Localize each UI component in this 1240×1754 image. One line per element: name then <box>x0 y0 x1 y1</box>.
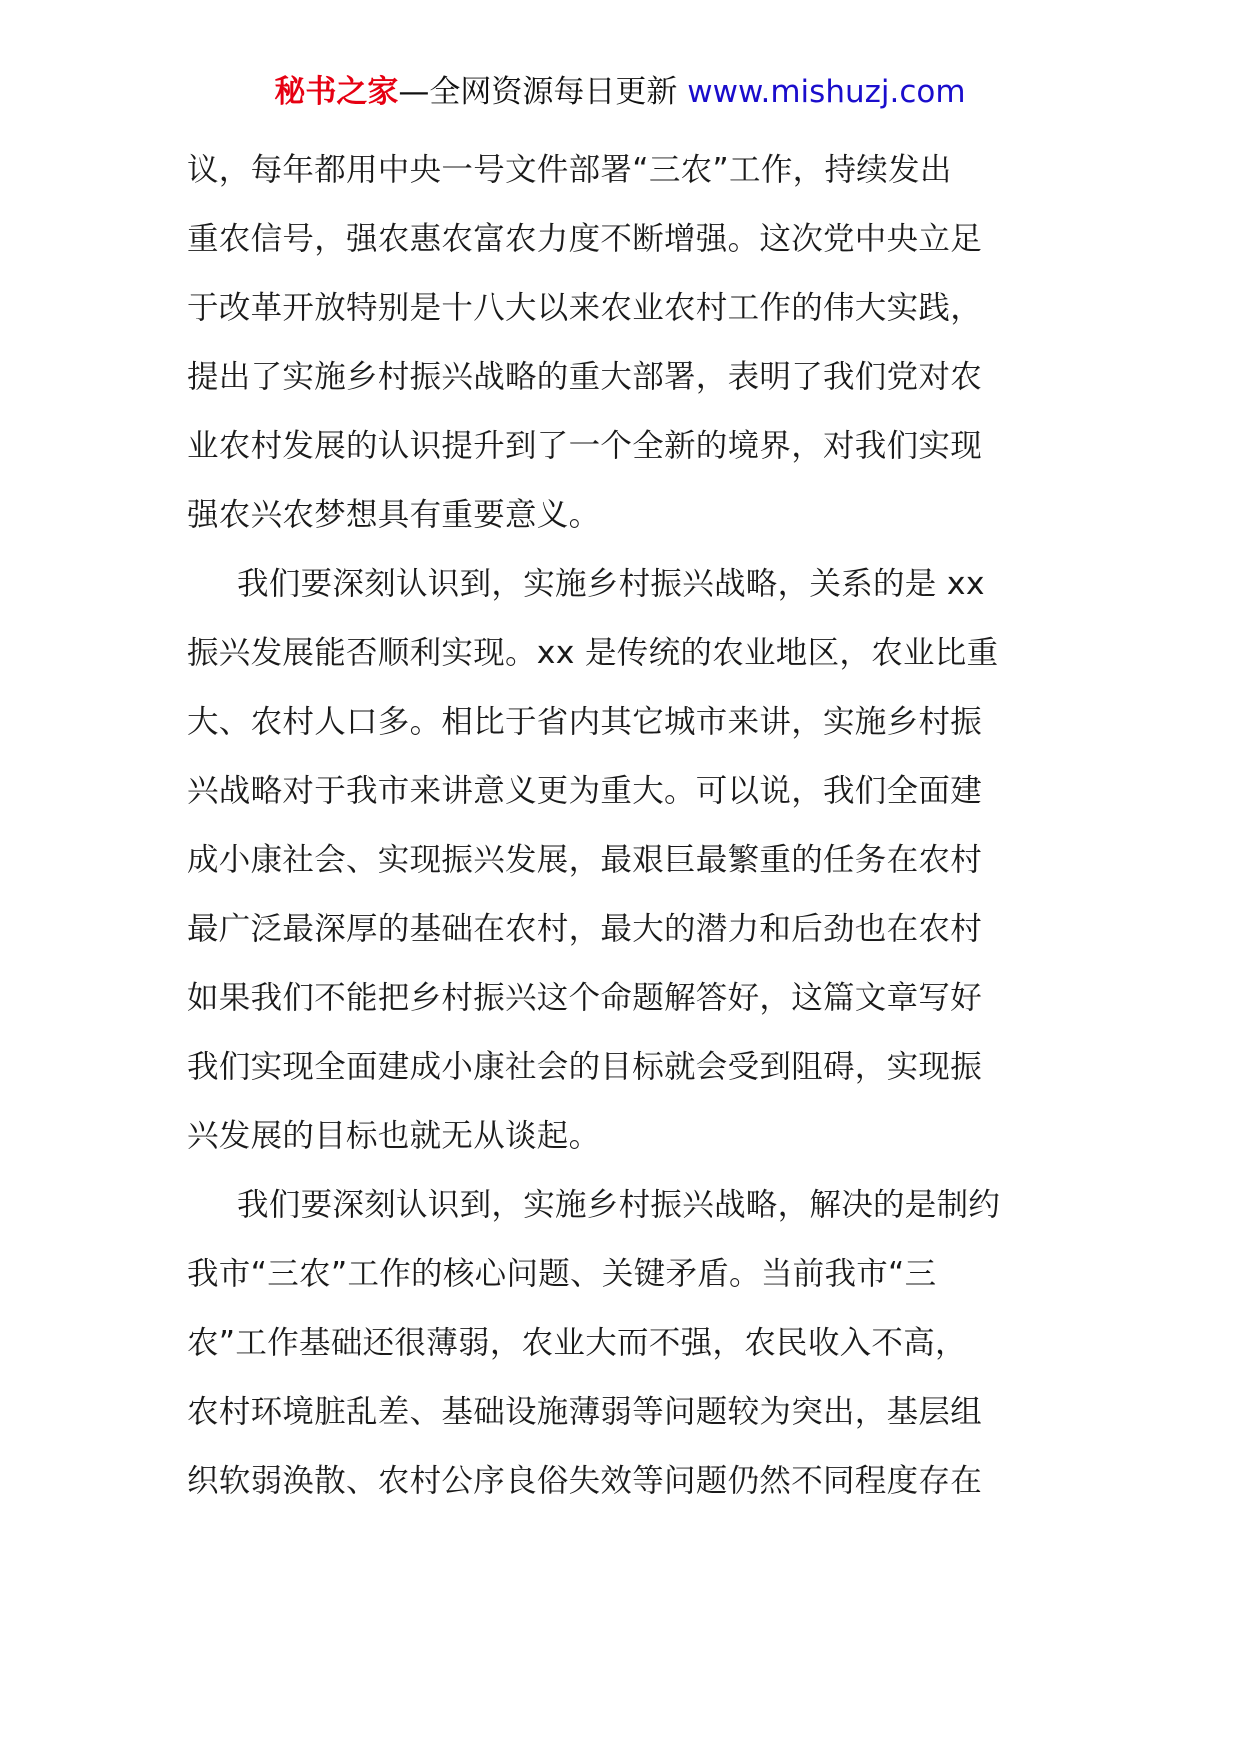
text-line: 业农村发展的认识提升到了一个全新的境界，对我们实现 <box>187 428 983 464</box>
text-line: 农”工作基础还很薄弱，农业大而不强，农民收入不高， <box>187 1325 967 1361</box>
text-line: 织软弱涣散、农村公序良俗失效等问题仍然不同程度存在 <box>187 1463 983 1499</box>
text-line: 兴战略对于我市来讲意义更为重大。可以说，我们全面建 <box>187 773 983 809</box>
text-line: 重农信号，强农惠农富农力度不断增强。这次党中央立足 <box>187 221 983 257</box>
paragraph-1 <box>187 136 1059 550</box>
brand-name: 秘书之家 <box>274 74 399 110</box>
text-line: 振兴发展能否顺利实现。xx 是传统的农业地区，农业比重 <box>187 635 999 671</box>
text-line: 兴发展的目标也就无从谈起。 <box>187 1118 601 1154</box>
document-body <box>187 136 1059 1516</box>
text-line: 我们实现全面建成小康社会的目标就会受到阻碍，实现振 <box>187 1049 983 1085</box>
page-header <box>0 70 1240 114</box>
text-line: 大、农村人口多。相比于省内其它城市来讲，实施乡村振 <box>187 704 983 740</box>
text-line: 我们要深刻认识到，实施乡村振兴战略，关系的是 xx <box>237 566 985 602</box>
text-line: 如果我们不能把乡村振兴这个命题解答好，这篇文章写好 <box>187 980 983 1016</box>
site-url-link[interactable]: www.mishuzj.com <box>687 74 966 110</box>
text-line: 成小康社会、实现振兴发展，最艰巨最繁重的任务在农村 <box>187 842 983 878</box>
text-line: 我市“三农”工作的核心问题、关键矛盾。当前我市“三 <box>187 1256 937 1292</box>
text-line: 农村环境脏乱差、基础设施薄弱等问题较为突出，基层组 <box>187 1394 983 1430</box>
text-line: 于改革开放特别是十八大以来农业农村工作的伟大实践， <box>187 290 983 326</box>
paragraph-3 <box>187 1171 1059 1516</box>
text-line: 议，每年都用中央一号文件部署“三农”工作，持续发出 <box>187 152 952 188</box>
text-line: 我们要深刻认识到，实施乡村振兴战略，解决的是制约 <box>237 1187 1001 1223</box>
paragraph-2 <box>187 550 1059 1171</box>
header-slogan: —全网资源每日更新 <box>398 74 678 110</box>
text-line: 提出了实施乡村振兴战略的重大部署，表明了我们党对农 <box>187 359 983 395</box>
text-line: 最广泛最深厚的基础在农村，最大的潜力和后劲也在农村 <box>187 911 983 947</box>
text-line: 强农兴农梦想具有重要意义。 <box>187 497 601 533</box>
